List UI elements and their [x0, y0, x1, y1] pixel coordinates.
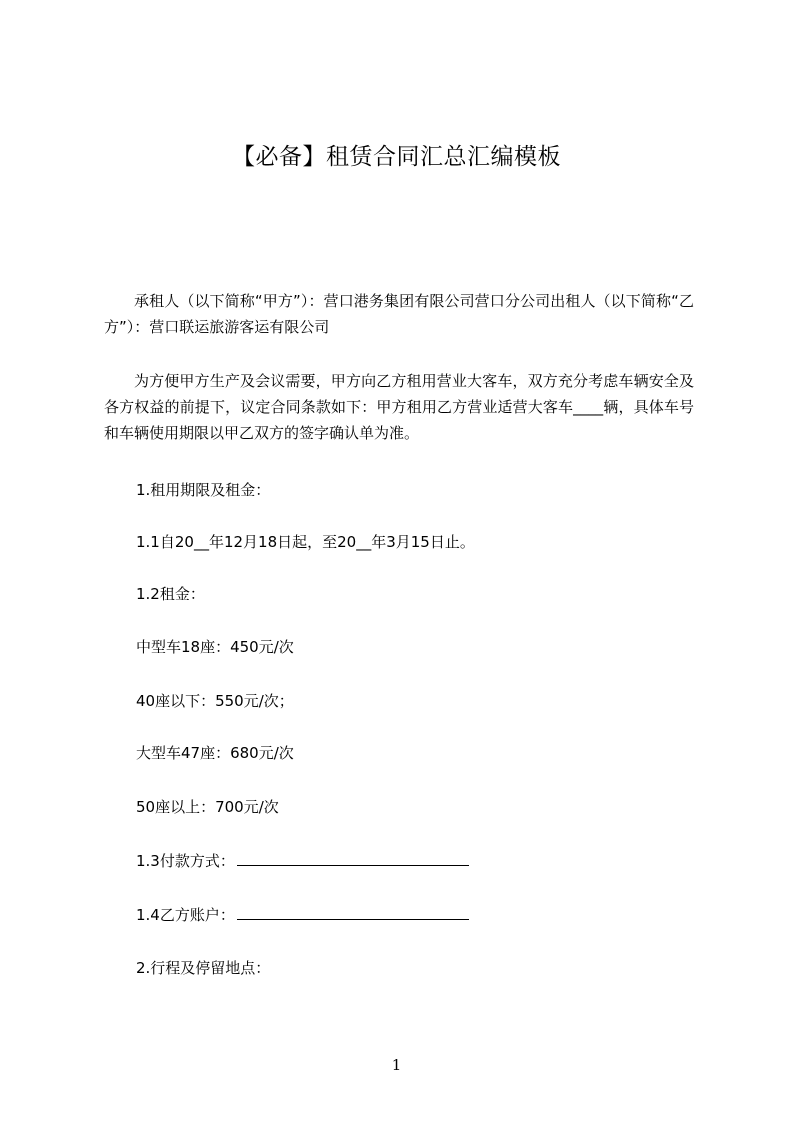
- price-over-50-seat: 50座以上：700元/次: [136, 798, 279, 816]
- clause-1-2: 1.2租金：: [136, 585, 205, 603]
- parties-paragraph: 承租人（以下简称“甲方”）：营口港务集团有限公司营口分公司出租人（以下简称“乙方”）：营口联运旅游客运有限公司: [104, 292, 694, 336]
- section-2-heading: 2.行程及停留地点：: [136, 959, 271, 977]
- section-1-heading: 1.租用期限及租金：: [136, 481, 271, 499]
- clause-1-1: 1.1自20__年12月18日起，至20__年3月15日止。: [136, 533, 475, 551]
- payment-method-label: 1.3付款方式：: [136, 852, 235, 870]
- price-large-47-seat: 大型车47座：680元/次: [136, 744, 294, 762]
- page-number: 1: [391, 1056, 402, 1074]
- clause-1-4: [136, 902, 469, 928]
- clause-1-3: [136, 848, 469, 874]
- price-under-40-seat: 40座以下：550元/次；: [136, 692, 294, 710]
- account-blank: [237, 904, 469, 920]
- payment-method-blank: [237, 850, 469, 866]
- purpose-paragraph: 为方便甲方生产及会议需要，甲方向乙方租用营业大客车，双方充分考虑车辆安全及各方权益的前提下，议定合同条款如下：甲方租用乙方营业适营大客车____辆，具体车号和车辆使用期限以甲乙双方的签字确认单为准。: [104, 372, 694, 442]
- account-label: 1.4乙方账户：: [136, 906, 235, 924]
- document-title: 【必备】租赁合同汇总汇编模板: [232, 144, 561, 170]
- price-medium-18-seat: 中型车18座：450元/次: [136, 638, 294, 656]
